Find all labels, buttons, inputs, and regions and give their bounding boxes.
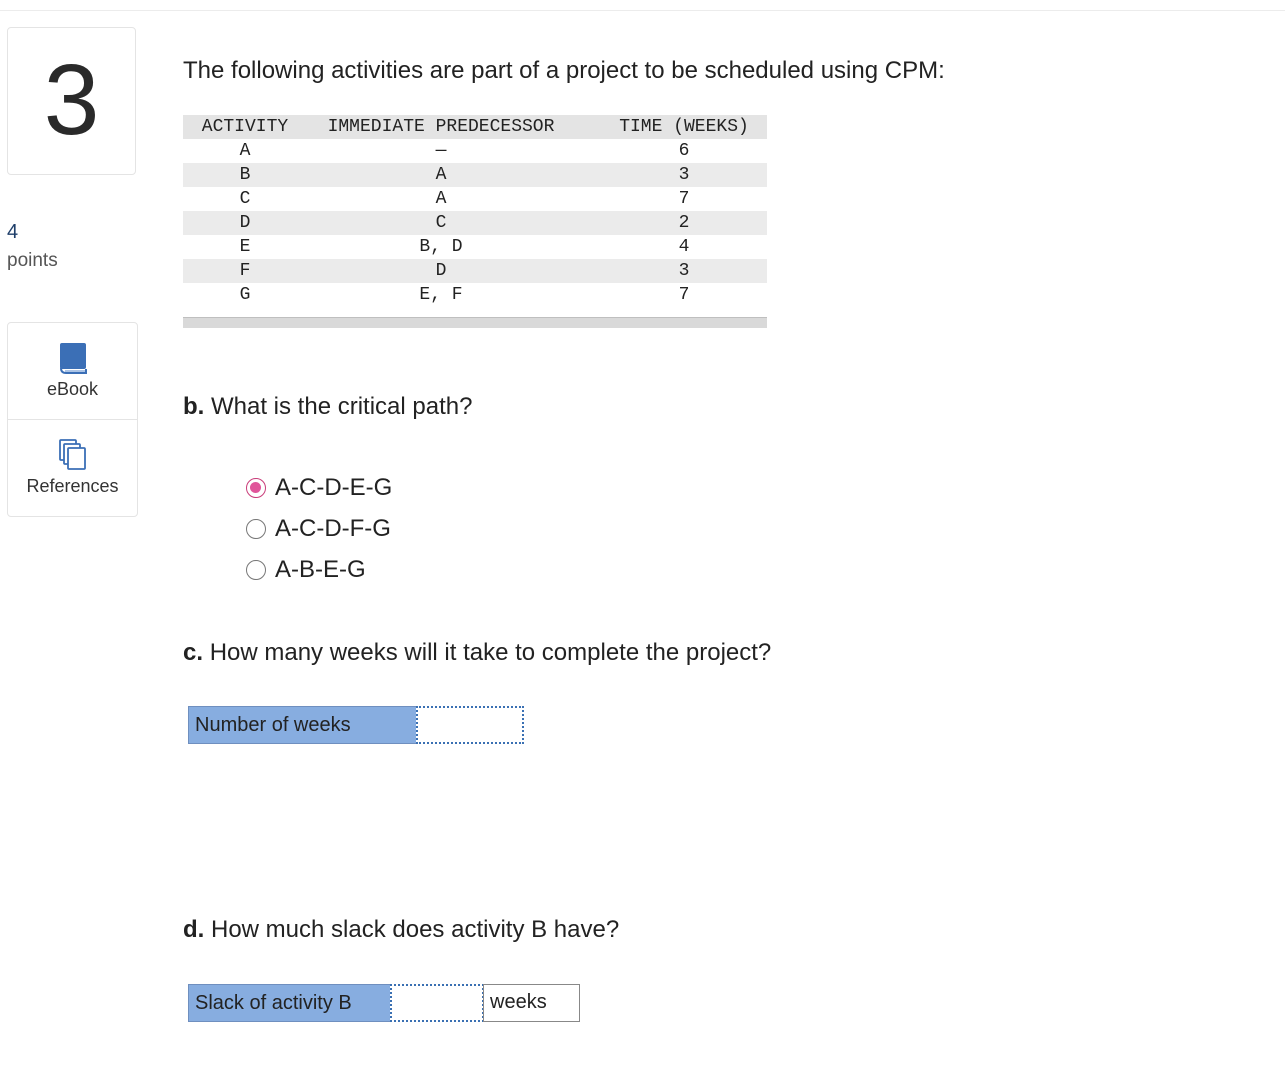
references-button[interactable]	[8, 420, 137, 516]
radio-icon[interactable]	[246, 560, 266, 580]
cell-predecessor: A	[435, 189, 447, 209]
slack-input[interactable]	[390, 984, 484, 1022]
part-c-text: How many weeks will it take to complete the project?	[209, 639, 772, 666]
slack-unit-label: weeks	[483, 984, 580, 1022]
cell-activity: A	[239, 141, 251, 161]
question-intro: The following activities are part of a project to be scheduled using CPM:	[183, 57, 945, 84]
part-c-question	[183, 639, 771, 667]
part-d-text: How much slack does activity B have?	[211, 916, 620, 943]
table-row	[183, 235, 767, 259]
points-label: points	[7, 250, 58, 271]
table-row	[183, 139, 767, 163]
option-label: A-C-D-E-G	[275, 474, 393, 501]
activity-table	[183, 115, 767, 328]
cell-time: 2	[678, 213, 690, 233]
cell-activity: G	[239, 285, 251, 305]
radio-icon[interactable]	[246, 519, 266, 539]
cell-time: 7	[678, 189, 690, 209]
cell-predecessor: C	[435, 213, 447, 233]
option-label: A-B-E-G	[275, 556, 366, 583]
cell-predecessor: A	[435, 165, 447, 185]
slack-field-label: Slack of activity B	[188, 984, 391, 1022]
cell-activity: C	[239, 189, 251, 209]
header-predecessor: IMMEDIATE PREDECESSOR	[327, 117, 555, 137]
references-label: References	[26, 476, 119, 496]
cell-activity: D	[239, 213, 251, 233]
table-footer-bar	[183, 317, 767, 328]
part-c-prefix: c.	[183, 639, 204, 666]
tools-panel	[7, 322, 138, 517]
cell-time: 3	[678, 165, 690, 185]
table-row	[183, 187, 767, 211]
question-number-box	[7, 27, 136, 175]
option-label: A-C-D-F-G	[275, 515, 391, 542]
cell-time: 3	[678, 261, 690, 281]
cell-time: 4	[678, 237, 690, 257]
radio-selected-icon[interactable]	[246, 478, 266, 498]
cell-predecessor: E, F	[419, 285, 463, 305]
header-time: TIME (WEEKS)	[619, 117, 749, 137]
cell-time: 7	[678, 285, 690, 305]
question-number: 3	[43, 44, 100, 156]
cell-activity: F	[239, 261, 251, 281]
cell-predecessor: D	[435, 261, 447, 281]
header-activity: ACTIVITY	[201, 117, 289, 137]
table-row	[183, 163, 767, 187]
points-value: 4	[7, 221, 19, 243]
part-b-prefix: b.	[183, 393, 205, 420]
book-icon	[58, 341, 88, 375]
option-1[interactable]	[246, 473, 392, 503]
weeks-field-label: Number of weeks	[188, 706, 417, 744]
cell-predecessor: B, D	[419, 237, 463, 257]
table-row	[183, 283, 767, 307]
part-d-prefix: d.	[183, 916, 205, 943]
option-2[interactable]	[246, 514, 391, 544]
table-header-row	[183, 115, 767, 139]
top-divider	[0, 10, 1285, 11]
option-3[interactable]	[246, 555, 366, 585]
table-row	[183, 259, 767, 283]
cell-activity: E	[239, 237, 251, 257]
part-b-text: What is the critical path?	[211, 393, 473, 420]
weeks-input[interactable]	[416, 706, 524, 744]
part-d-question	[183, 916, 619, 944]
part-b-question	[183, 393, 472, 421]
ebook-label: eBook	[46, 379, 99, 399]
ebook-button[interactable]	[8, 323, 137, 420]
cell-activity: B	[239, 165, 251, 185]
copy-icon	[58, 438, 88, 472]
cell-time: 6	[678, 141, 690, 161]
cell-predecessor: —	[435, 141, 447, 161]
table-row	[183, 211, 767, 235]
